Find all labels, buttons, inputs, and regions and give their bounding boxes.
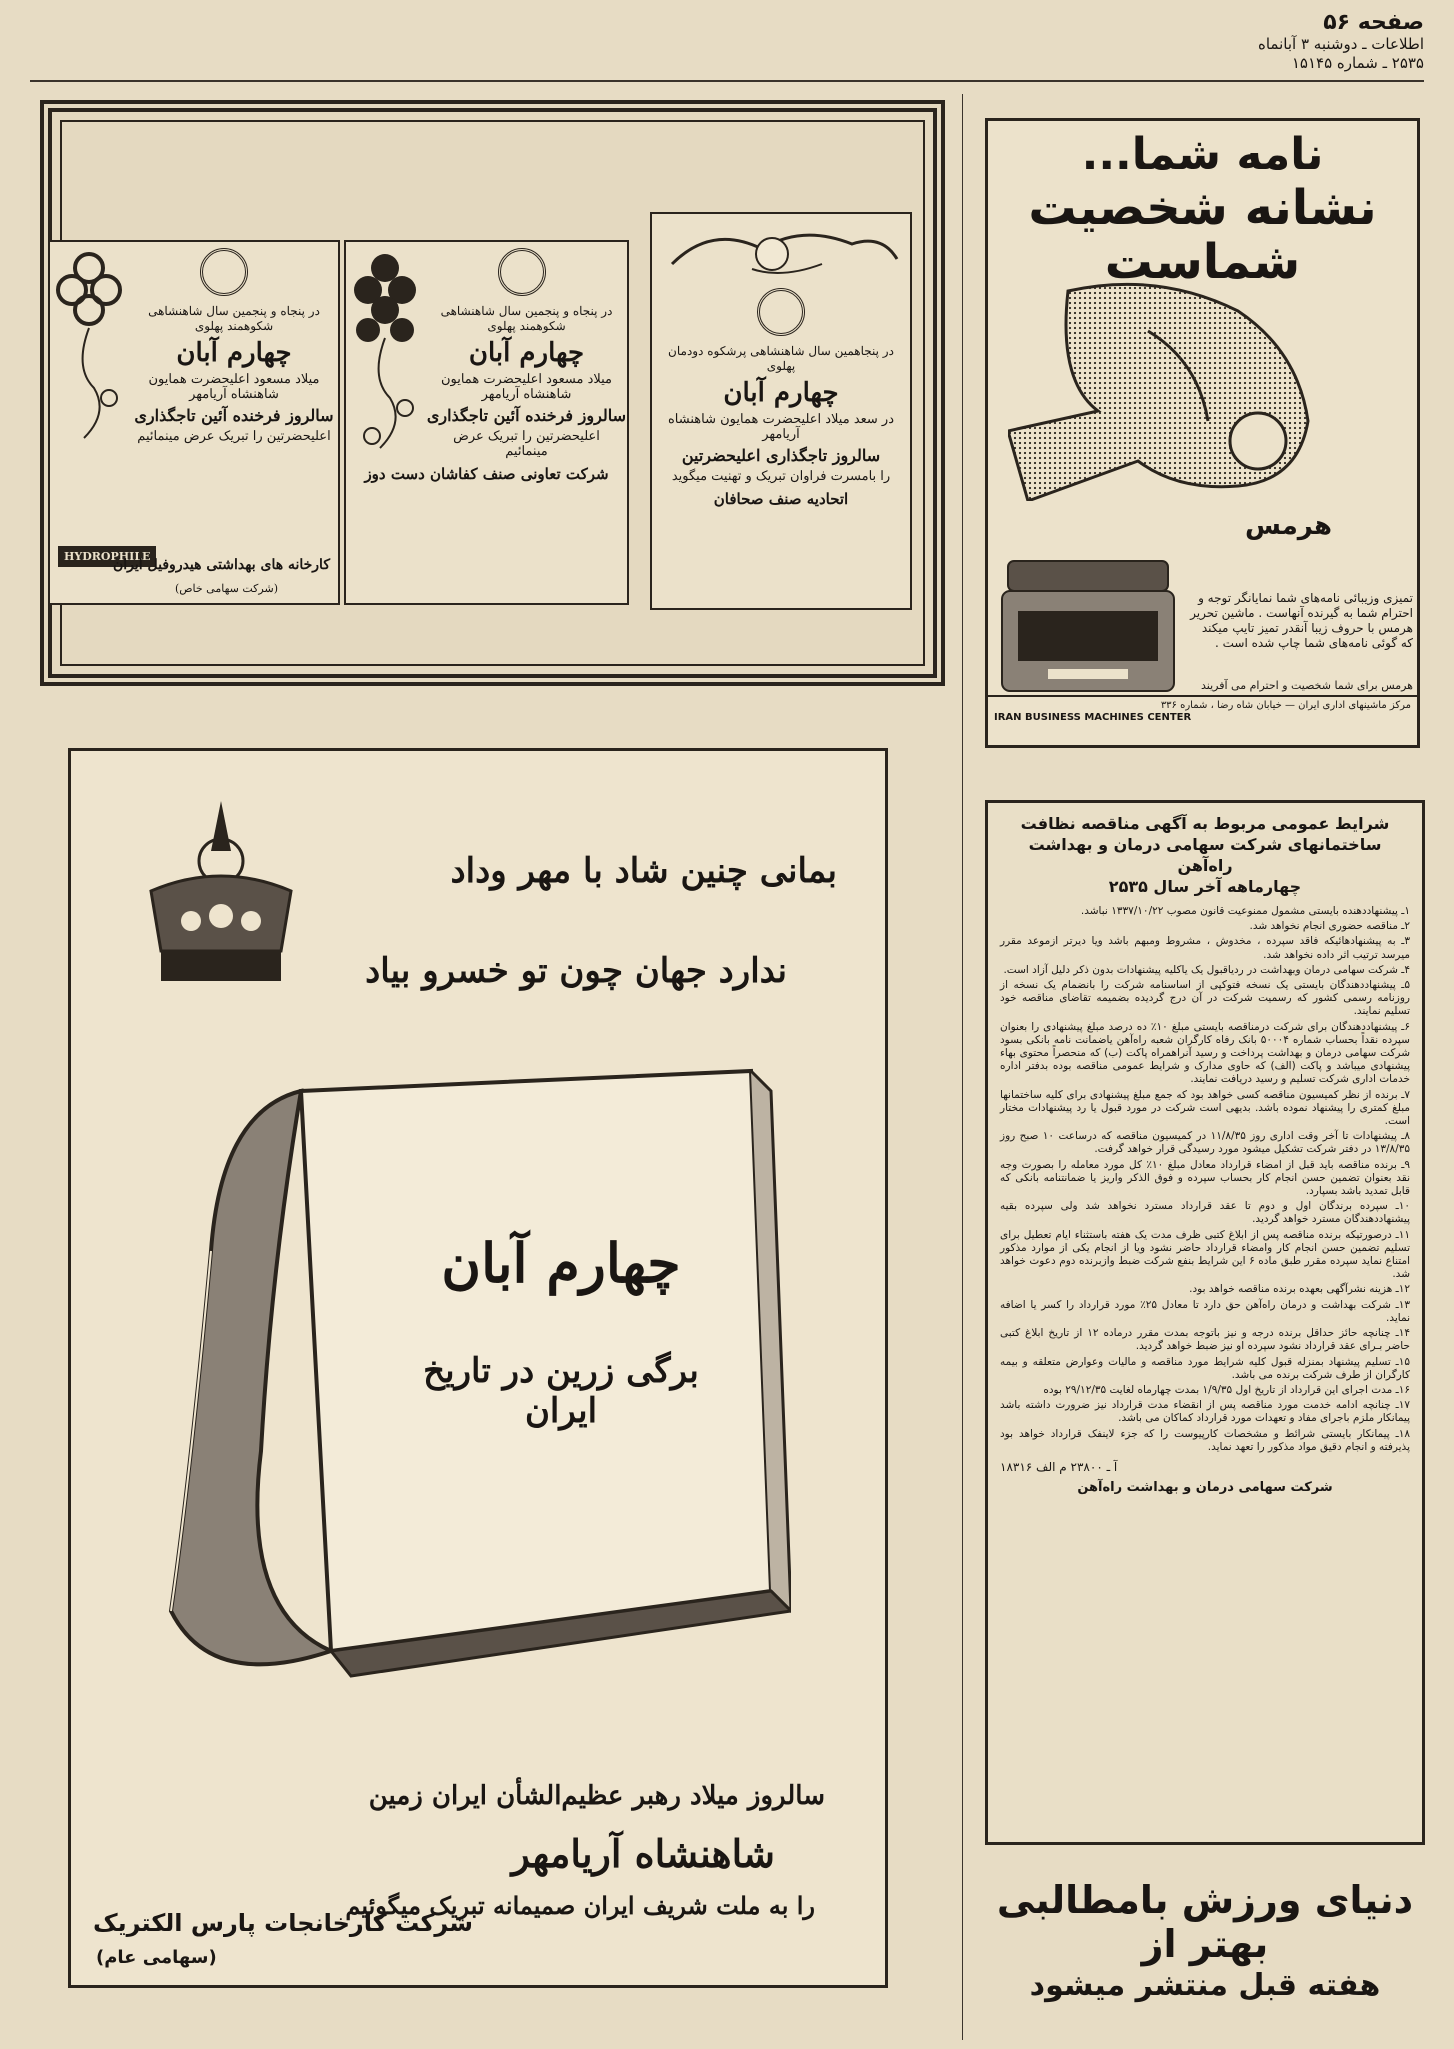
card-preamble: در پنجاهمین سال شاهنشاهی پرشکوه دودمان پهلوی (668, 344, 894, 373)
card-line: سالروز تاجگذاری اعلیحضرتین (681, 446, 881, 465)
tender-conditions (1000, 905, 1410, 1454)
pahlavi-crown-icon (131, 791, 311, 991)
card-line: سالروز فرخنده آئین تاجگذاری (426, 406, 627, 425)
card-signature: کارخانه های بهداشتی هیدروفیل ایران (112, 557, 330, 573)
ad-line: را به ملت شریف ایران صمیمانه تبریک میگوئیم (345, 1891, 815, 1920)
book-subtitle: برگی زرین در تاریخ ایران (423, 1351, 699, 1431)
tender-item: ۳ـ به پیشنهادهائیکه فاقد سپرده ، مخدوش ، مشروط ومبهم باشد ویا دیرتر ازموعد مقرر میرسد ترتیب اثر داده نخواهد شد. (1000, 935, 1410, 961)
ad-line: سالروز میلاد رهبر عظیم‌الشأن ایران زمین (368, 1781, 825, 1811)
tender-item: ۵ـ پیشنهاددهندگان بایستی یک نسخه فتوکپی از اساسنامه شرکت را بانضمام یک نسخه از روزنامه رسمی کشور که رسمیت شرکت در آن درج گردیده بضمیمه تقاضای مناقصه خود تسلیم نمایند. (1000, 979, 1410, 1018)
card-line: میلاد مسعود اعلیحضرت همایون شاهنشاه آریامهر (440, 372, 613, 402)
tender-reference: آ ـ ۲۳۸۰۰ م الف ۱۸۳۱۶ (1000, 1459, 1118, 1474)
book-title: چهارم آبان (441, 1231, 681, 1295)
tender-item: ۲ـ مناقصه حضوری انجام نخواهد شد. (1249, 920, 1410, 933)
tender-item: ۱۸ـ پیمانکار بایستی شرائط و مشخصات کارپیوست را که جزء لاینفک قرارداد خواهد بود پذیرفته و انجام دقیق مواد مذکور را تعهد نماید. (1000, 1427, 1410, 1453)
flower-ornament-icon (54, 248, 124, 468)
tender-item: ۱۵ـ تسلیم پیشنهاد بمنزله قبول کلیه شرایط مورد مناقصه و مالیات وعوارض متعلقه و بیمه کارگران از طرف شرکت برنده می باشد. (1000, 1355, 1410, 1381)
congratulations-ad-box (40, 100, 945, 686)
card-line: میلاد مسعود اعلیحضرت همایون شاهنشاه آریامهر (148, 372, 320, 402)
advertiser-type: (سهامی عام) (96, 1947, 217, 1968)
brand-name: هرمس (1244, 511, 1332, 541)
issue-number: ۲۵۳۵ ـ شماره ۱۵۱۴۵ (1291, 54, 1424, 72)
card-signature: شرکت تعاونی صنف کفاشان دست دوز (364, 465, 609, 483)
pars-electric-ad (68, 748, 888, 1988)
crown-emblem-icon (757, 288, 805, 336)
tender-item: ۷ـ برنده از نظر کمیسیون مناقصه کسی خواهد بود که جمع مبلغ پیشنهادی برای کلیه ساختمانها مبلغ کمتری را پیشنهاد نموده باشد. بدیهی است شرکت در مورد قبول یا رد پیشنهادات مختار است. (1000, 1088, 1410, 1128)
ad-tagline: هرمس برای شما شخصیت و احترام می آفریند (1201, 679, 1413, 692)
tender-item: ۴ـ شرکت سهامی درمان وبهداشت در ردیاقبول یک یاکلیه پیشنهادات بدون ذکر دلیل آزاد است. (1003, 963, 1410, 976)
shoemakers-card (344, 240, 629, 605)
header-rule (30, 80, 1424, 82)
card-line: را بامسرت فراوان تبریک و تهنیت میگوید (671, 469, 891, 484)
column-rule (962, 94, 963, 2040)
page-number: صفحه ۵۶ (1323, 10, 1424, 35)
card-title: چهارم آبان (723, 378, 839, 408)
hydrophile-card (48, 240, 340, 605)
tender-item: ۱۰ـ سپرده برندگان اول و دوم تا عقد قرارداد مسترد نخواهد شد ولی سپرده بقیه پیشنهاددهندگان مسترد خواهد گردید. (1000, 1200, 1410, 1226)
bookbinders-union-card (650, 212, 912, 610)
ad-line: شاهنشاه آریامهر (511, 1831, 775, 1876)
tender-item: ۹ـ برنده مناقصه باید قبل از امضاء قرارداد معادل مبلغ ۱۰٪ کل مورد معامله را بصورت وجه نقد بعنوان تضمین حسن انجام کار بحساب سپرده و فوق الذکر واریز یا ضمانتنامه بانکی که قابل تمدید باشد بسپارد. (1000, 1158, 1410, 1198)
tender-notice (985, 800, 1425, 1845)
card-signature: اتحادیه صنف صحافان (713, 490, 849, 508)
hermes-typewriter-ad (985, 118, 1420, 748)
dealer-name-en: IRAN BUSINESS MACHINES CENTER (994, 712, 1192, 723)
tender-title-line: ساختمانهای شرکت سهامی درمان و بهداشت راه‌آهن (1028, 835, 1382, 875)
tender-item: ۱۳ـ شرکت بهداشت و درمان راه‌آهن حق دارد تا معادل ۲۵٪ مورد قرارداد را کسر یا اضافه نماید. (1000, 1298, 1411, 1324)
tender-signature: شرکت سهامی درمان و بهداشت راه‌آهن (1077, 1479, 1333, 1495)
card-line: اعلیحضرتین را تبریک عرض مینمائیم (453, 429, 600, 459)
card-title: چهارم آبان (468, 338, 585, 368)
ad-body: تمیزی وزیبائی نامه‌های شما نمایانگر توجه و احترام شما به گیرنده آنهاست . ماشین تحریر هرمس با حروف زیبا آنقدر تمیز تایپ میکند که گوئی نامه‌های شما چاپ شده است . (1190, 591, 1413, 650)
card-preamble: در پنجاه و پنجمین سال شاهنشاهی شکوهمند پهلوی (440, 304, 613, 333)
dove-ornament-icon (652, 214, 910, 284)
card-signature-note: (شرکت سهامی خاص) (174, 582, 278, 595)
tender-title-line: شرایط عمومی مربوط به آگهی مناقصه نظافت (1020, 814, 1390, 833)
tender-item: ۱۲ـ هزینه نشرآگهی بعهده برنده مناقصه خواهد بود. (1189, 1283, 1410, 1296)
teaser-line: دنیای ورزش بامطالبی بهتر از (996, 1878, 1414, 1966)
teaser-line: هفته قبل منتشر میشود (1029, 1968, 1381, 2003)
pointing-hand-icon (1008, 271, 1328, 501)
sports-magazine-teaser (985, 1868, 1425, 2033)
dealer-address: مرکز ماشینهای اداری ایران — خیابان شاه رضا ، شماره ۳۳۶ (1160, 700, 1411, 711)
masthead (1024, 10, 1424, 73)
tender-item: ۸ـ پیشنهادات تا آخر وقت اداری روز ۱۱/۸/۳۵ در کمیسیون مناقصه که درساعت ۱۰ صبح روز ۱۳/۸/۳۵ در دفتر شرکت تشکیل میشود مورد رسیدگی قرار خواهد گرفت. (1000, 1130, 1410, 1156)
hydrophile-logo: HYDROPHILE (58, 546, 156, 567)
card-line: اعلیحضرتین را تبریک عرض مینمائیم (137, 429, 331, 444)
poem-line: بمانی چنین شاد با مهر وداد (450, 851, 837, 891)
ad-headline-2: نشانه شخصیت شماست (1028, 180, 1377, 290)
tender-item: ۱۱ـ درصورتیکه برنده مناقصه پس از ابلاغ کتبی ظرف مدت یک هفته باستثناء ایام تعطیل برای تسلیم تضمین حسن انجام کار وامضاء قرارداد حاضر نشود ویا از انجام یکی از موارد مذکور امتناع نماید سپرده مقرر طبق ماده ۶ این شرایط بنفع شرکت ضبط وازبرنده دوم دعوت خواهد شد. (1000, 1228, 1410, 1281)
tender-item: ۶ـ پیشنهاددهندگان برای شرکت درمناقصه بایستی مبلغ ۱۰٪ ده درصد مبلغ پیشنهادی را بعنوان سپرده نقداً بحساب شماره ۵۰۰۰۴ بانک رفاه کارگران شعبه راه‌آهن یاضمانت نامه بانکی بسود شرکت سهامی درمان و بهداشت پرداخت و رسید آنراهمراه پاکت (ب) که منحصراً محتوی بهاء پیشنهادی میباشد و پاکت (الف) که حاوی مدارک و شرایط عمومی مناقصه بوده بدفتر اداره خدمات اداری شرکت تسلیم و رسید دریافت نمایند. (1000, 1020, 1411, 1086)
tender-title-line: چهارماهه آخر سال ۲۵۳۵ (1108, 877, 1302, 896)
crown-emblem-icon (498, 248, 546, 296)
ad-footer (988, 695, 1417, 745)
tender-item: ۱ـ پیشنهاددهنده بایستی مشمول ممنوعیت قانون مصوب ۱۳۳۷/۱۰/۲۲ نباشد. (1080, 905, 1410, 917)
card-title: چهارم آبان (176, 338, 292, 368)
typewriter-icon (998, 551, 1178, 701)
card-preamble: در پنجاه و پنجمین سال شاهنشاهی شکوهمند پهلوی (148, 304, 320, 333)
tender-item: ۱۶ـ مدت اجرای این قرارداد از تاریخ اول ۱/۹/۳۵ بمدت چهارماه لغایت ۲۹/۱۲/۳۵ بوده (1043, 1383, 1410, 1396)
tender-title (1000, 813, 1410, 897)
advertiser-name: شرکت کارخانجات پارس الکتریک (93, 1909, 473, 1937)
poem-line: ندارد جهان چون تو خسرو بیاد (365, 951, 787, 991)
card-line: سالروز فرخنده آئین تاجگذاری (134, 406, 334, 425)
flower-ornament-icon (350, 248, 420, 468)
ad-headline: نامه شما... (1081, 129, 1324, 180)
issue-date: اطلاعات ـ دوشنبه ۳ آبانماه (1257, 35, 1424, 53)
tender-item: ۱۷ـ چنانچه ادامه خدمت مورد مناقصه پس از انقضاء مدت قرارداد نیز ضرورت داشته باشد پیمانکار ملزم باجرای مفاد و تعهدات مورد قرارداد کماکان می باشد. (1000, 1399, 1410, 1425)
tender-item: ۱۴ـ چنانچه حائز حداقل برنده درجه و نیز باتوجه بمدت مقرر درماده ۱۲ از تاریخ ابلاغ کتبی حاضر بـرای عقد قرارداد نشود سپرده او نیز ضبط خواهد گردید. (1000, 1327, 1410, 1353)
crown-emblem-icon (200, 248, 248, 296)
card-line: در سعد میلاد اعلیحضرت همایون شاهنشاه آریامهر (667, 412, 895, 442)
